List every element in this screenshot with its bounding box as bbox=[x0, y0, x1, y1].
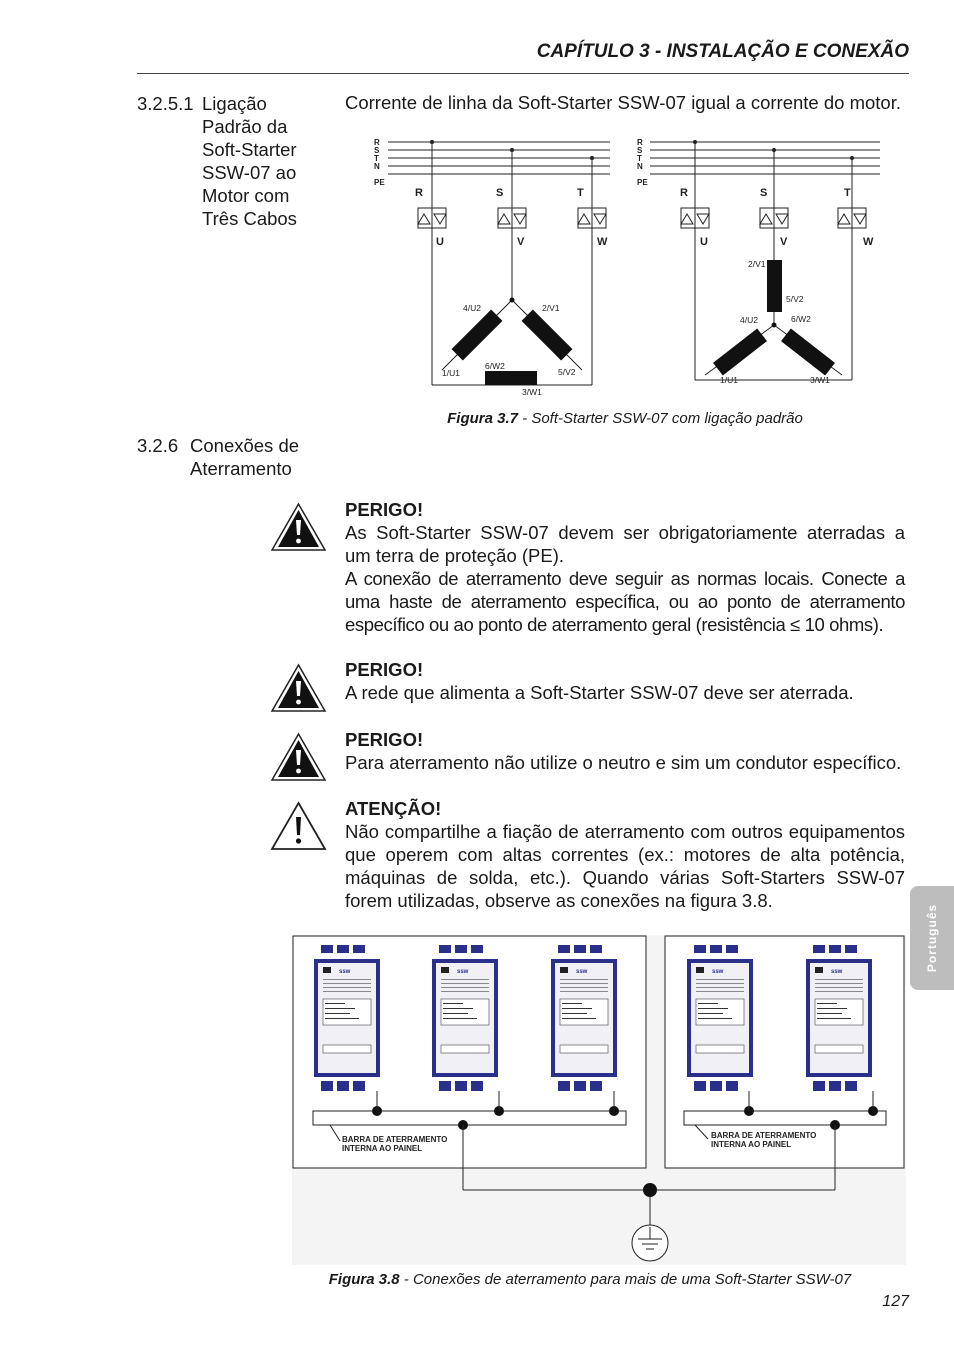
section-number-3251: 3.2.5.1 bbox=[137, 93, 194, 114]
bus-label: R bbox=[637, 138, 643, 147]
phase-in-label: S bbox=[760, 187, 768, 199]
caption-label: Figura 3.7 bbox=[447, 410, 518, 427]
section-title-line: Ligação bbox=[202, 93, 267, 114]
bus-label: N bbox=[637, 162, 643, 171]
warning-block bbox=[345, 658, 905, 704]
figure-3-8-caption bbox=[290, 1271, 890, 1288]
phase-in-label: T bbox=[844, 187, 851, 199]
language-tab[interactable] bbox=[910, 886, 954, 990]
caption-text: - Soft-Starter SSW-07 com ligação padrão bbox=[518, 410, 803, 427]
bar-label: BARRA DE ATERRAMENTO bbox=[711, 1131, 817, 1140]
intro-text: Corrente de linha da Soft-Starter SSW-07 igual a corrente do motor. bbox=[345, 92, 901, 113]
header-rule bbox=[137, 73, 909, 74]
bar-label: BARRA DE ATERRAMENTO bbox=[342, 1135, 448, 1144]
svg-text:ssw: ssw bbox=[339, 969, 351, 975]
language-tab-label: Português bbox=[925, 903, 939, 973]
phase-out-label: V bbox=[517, 236, 525, 248]
star-winding-coil bbox=[767, 260, 782, 312]
warning-title: PERIGO! bbox=[345, 659, 424, 680]
terminal-label: 6/W2 bbox=[791, 314, 811, 324]
bus-label: R bbox=[374, 138, 380, 147]
wiring-diagram-figure-3-7 bbox=[360, 130, 890, 400]
terminal-label: 3/W1 bbox=[810, 375, 830, 385]
warning-block bbox=[345, 728, 905, 774]
caption-label: Figura 3.8 bbox=[328, 1271, 400, 1288]
phase-out-label: V bbox=[780, 236, 788, 248]
bus-label: T bbox=[374, 154, 379, 163]
section-title-line: Padrão da bbox=[202, 116, 288, 137]
caption-text: - Conexões de aterramento para mais de uma Soft-Starter SSW-07 bbox=[399, 1271, 852, 1288]
section-number-326: 3.2.6 bbox=[137, 435, 179, 456]
delta-winding-coil bbox=[522, 310, 573, 361]
terminal-label: 1/U1 bbox=[720, 375, 738, 385]
svg-text:ssw: ssw bbox=[576, 969, 588, 975]
phase-out-label: W bbox=[597, 236, 608, 248]
section-title-line: Conexões de bbox=[190, 435, 300, 456]
terminal-label: 4/U2 bbox=[463, 303, 481, 313]
bus-label: T bbox=[637, 154, 642, 163]
terminal-label: 1/U1 bbox=[442, 368, 460, 378]
warning-block bbox=[345, 797, 905, 912]
delta-winding-coil bbox=[485, 371, 537, 385]
section-title-line: Motor com bbox=[202, 185, 290, 206]
danger-warning-icon bbox=[270, 502, 327, 552]
bus-label: N bbox=[374, 162, 380, 171]
terminal-label: 5/V2 bbox=[786, 294, 804, 304]
svg-text:ssw: ssw bbox=[457, 969, 469, 975]
danger-warning-icon bbox=[270, 732, 327, 782]
section-title-326 bbox=[190, 434, 299, 480]
terminal-label: 2/V1 bbox=[542, 303, 560, 313]
terminal-label: 2/V1 bbox=[748, 259, 766, 269]
warning-body-extra: A conexão de aterramento deve seguir as normas locais. Conecte a uma haste de aterramento específica, ou ao ponto de aterramento específico ou ao ponto de aterramento geral (resistência ≤ 10 ohms). bbox=[345, 568, 905, 635]
section-title-line: Três Cabos bbox=[202, 208, 297, 229]
star-winding-coil bbox=[713, 328, 767, 375]
figure-3-7-caption bbox=[345, 410, 905, 427]
bar-label: INTERNA AO PAINEL bbox=[711, 1140, 792, 1149]
earth-ground-icon bbox=[632, 1225, 668, 1261]
phase-in-label: T bbox=[577, 187, 584, 199]
chapter-title: CAPÍTULO 3 - INSTALAÇÃO E CONEXÃO bbox=[536, 41, 909, 62]
terminal-label: 3/W1 bbox=[522, 387, 542, 397]
bus-label: S bbox=[637, 146, 643, 155]
bus-label: PE bbox=[374, 178, 385, 187]
warning-block bbox=[345, 498, 905, 636]
warning-body: As Soft-Starter SSW-07 devem ser obrigatoriamente aterradas a um terra de proteção (PE). bbox=[345, 522, 905, 566]
star-winding-coil bbox=[781, 328, 835, 375]
phase-out-label: U bbox=[436, 236, 444, 248]
phase-out-label: U bbox=[700, 236, 708, 248]
attention-warning-icon bbox=[270, 801, 327, 851]
terminal-label: 4/U2 bbox=[740, 315, 758, 325]
section-title-line: Soft-Starter bbox=[202, 139, 297, 160]
phase-out-label: W bbox=[863, 236, 874, 248]
danger-warning-icon bbox=[270, 663, 327, 713]
warning-title: PERIGO! bbox=[345, 729, 424, 750]
svg-text:ssw: ssw bbox=[712, 969, 724, 975]
bar-label: INTERNA AO PAINEL bbox=[342, 1144, 423, 1153]
terminal-label: 5/V2 bbox=[558, 367, 576, 377]
phase-in-label: S bbox=[496, 187, 504, 199]
grounding-diagram-figure-3-8 bbox=[292, 935, 906, 1265]
warning-body: A rede que alimenta a Soft-Starter SSW-07 deve ser aterrada. bbox=[345, 682, 854, 703]
bus-label: S bbox=[374, 146, 380, 155]
warning-body: Para aterramento não utilize o neutro e sim um condutor específico. bbox=[345, 752, 902, 773]
terminal-label: 6/W2 bbox=[485, 361, 505, 371]
section-title-line: SSW-07 ao bbox=[202, 162, 297, 183]
warning-title: PERIGO! bbox=[345, 499, 424, 520]
svg-text:ssw: ssw bbox=[831, 969, 843, 975]
bus-label: PE bbox=[637, 178, 648, 187]
page-number: 127 bbox=[882, 1293, 909, 1310]
warning-body: Não compartilhe a fiação de aterramento com outros equipamentos que operem com altas correntes (ex.: motores de alta potência, máquinas de solda, etc.). Quando várias Soft-Starters SSW-07 forem utilizadas, observe as conexões na figura 3.8. bbox=[345, 821, 905, 911]
section-title-line: Aterramento bbox=[190, 458, 292, 479]
phase-in-label: R bbox=[680, 187, 688, 199]
warning-title: ATENÇÃO! bbox=[345, 798, 442, 819]
grounding-bar bbox=[313, 1111, 626, 1125]
section-title-3251 bbox=[202, 92, 297, 230]
phase-in-label: R bbox=[415, 187, 423, 199]
grounding-bar bbox=[684, 1111, 886, 1125]
delta-winding-coil bbox=[452, 310, 503, 361]
